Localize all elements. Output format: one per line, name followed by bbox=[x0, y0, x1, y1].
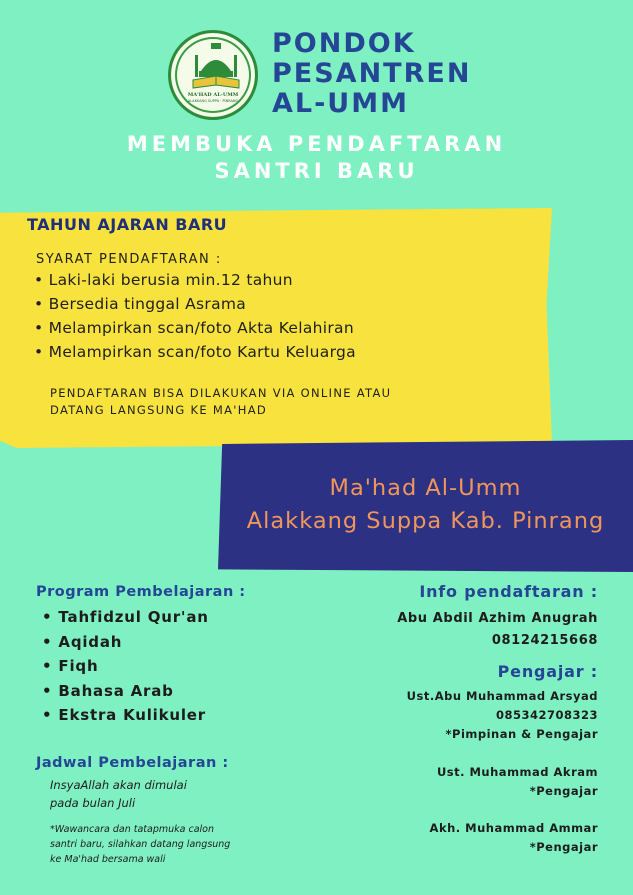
brand-line-1: PONDOK bbox=[272, 28, 416, 59]
info-title: Info pendaftaran : bbox=[419, 582, 598, 601]
interview-note-line: santri baru, silahkan datang langsung bbox=[50, 839, 231, 850]
schedule-text bbox=[50, 776, 187, 812]
schedule-line: pada bulan Juli bbox=[50, 796, 136, 810]
registration-note-line: PENDAFTARAN BISA DILAKUKAN VIA ONLINE ATAU bbox=[50, 386, 392, 400]
list-item: • Melampirkan scan/foto Akta Kelahiran bbox=[34, 316, 356, 340]
mosque-book-icon bbox=[171, 33, 258, 120]
teacher-name: Akh. Muhammad Ammar bbox=[429, 821, 598, 835]
contact-name: Abu Abdil Azhim Anugrah bbox=[397, 611, 598, 626]
list-item: • Bersedia tinggal Asrama bbox=[34, 292, 356, 316]
interview-note-line: *Wawancara dan tatapmuka calon bbox=[50, 824, 215, 835]
program-title: Program Pembelajaran : bbox=[36, 584, 246, 600]
interview-note bbox=[50, 822, 230, 867]
headline-line-2: SANTRI BARU bbox=[214, 159, 419, 183]
contact-phone[interactable]: 08124215668 bbox=[491, 633, 598, 648]
list-item: • Fiqh bbox=[42, 654, 209, 679]
academic-year-title: TAHUN AJARAN BARU bbox=[27, 215, 228, 234]
interview-note-line: ke Ma'had bersama wali bbox=[50, 854, 166, 865]
list-item: • Tahfidzul Qur'an bbox=[42, 605, 209, 630]
list-item: • Bahasa Arab bbox=[42, 679, 209, 704]
logo-emblem bbox=[168, 30, 258, 120]
schedule-line: InsyaAllah akan dimulai bbox=[50, 778, 187, 792]
list-item: • Aqidah bbox=[42, 630, 209, 655]
registration-note bbox=[50, 385, 391, 419]
list-item: • Melampirkan scan/foto Kartu Keluarga bbox=[34, 340, 356, 364]
headline-line-1: MEMBUKA PENDAFTARAN bbox=[126, 132, 507, 156]
teacher-phone[interactable]: 085342708323 bbox=[495, 708, 598, 722]
teacher-name: Ust.Abu Muhammad Arsyad bbox=[406, 689, 598, 703]
list-item: • Laki-laki berusia min.12 tahun bbox=[34, 268, 356, 292]
schedule-title: Jadwal Pembelajaran : bbox=[36, 755, 229, 771]
location-line-1: Ma'had Al-Umm bbox=[329, 475, 522, 501]
program-list bbox=[42, 605, 209, 728]
teacher-role: *Pimpinan & Pengajar bbox=[445, 727, 598, 741]
list-item: • Ekstra Kulikuler bbox=[42, 703, 209, 728]
requirements-title: SYARAT PENDAFTARAN : bbox=[36, 252, 222, 267]
logo-text: MA'HAD AL-UMM bbox=[187, 92, 239, 98]
location-line-2: Alakkang Suppa Kab. Pinrang bbox=[246, 508, 605, 534]
logo-subtext: ALAKKANG SUPPA · PINRANG bbox=[187, 99, 239, 103]
requirements-list bbox=[34, 268, 356, 364]
location-banner bbox=[218, 440, 633, 572]
registration-note-line: DATANG LANGSUNG KE MA'HAD bbox=[50, 403, 268, 417]
brand-line-2: PESANTREN bbox=[272, 58, 472, 89]
teacher-name: Ust. Muhammad Akram bbox=[436, 765, 598, 779]
brand-line-3: AL-UMM bbox=[272, 88, 409, 119]
teacher-role: *Pengajar bbox=[529, 784, 598, 798]
teachers-title: Pengajar : bbox=[497, 662, 598, 681]
teacher-role: *Pengajar bbox=[529, 840, 598, 854]
